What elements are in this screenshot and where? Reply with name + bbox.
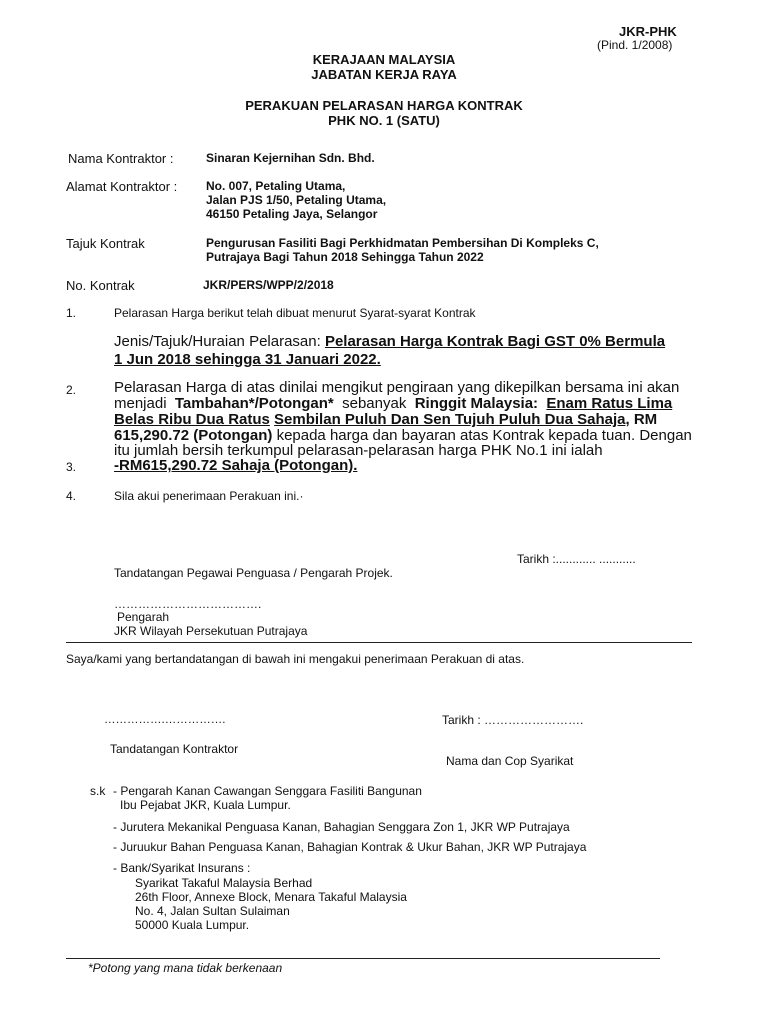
government-heading: KERAJAAN MALAYSIA bbox=[312, 52, 456, 67]
item-2-line: itu jumlah bersih terkumpul pelarasan-pelarasan harga PHK No.1 ini ialah bbox=[114, 442, 603, 459]
form-revision: (Pind. 1/2008) bbox=[597, 38, 673, 52]
text-span: Ringgit Malaysia: bbox=[414, 395, 539, 412]
contract-number-label: No. Kontrak bbox=[66, 278, 135, 293]
contractor-address-label: Alamat Kontraktor : bbox=[66, 179, 178, 194]
cc-line: - Jurutera Mekanikal Penguasa Kanan, Bahagian Senggara Zon 1, JKR WP Putrajaya bbox=[113, 820, 570, 834]
item-1-text: Pelarasan Harga berikut telah dibuat menurut Syarat-syarat Kontrak bbox=[114, 306, 476, 320]
cc-line: - Bank/Syarikat Insurans : bbox=[113, 861, 251, 875]
contractor-name-value: Sinaran Kejernihan Sdn. Bhd. bbox=[206, 151, 375, 165]
adjustment-type-value: Pelarasan Harga Kontrak Bagi GST 0% Bermula bbox=[324, 333, 666, 350]
document-subtitle: PHK NO. 1 (SATU) bbox=[328, 113, 440, 128]
officer-office: JKR Wilayah Persekutuan Putrajaya bbox=[114, 624, 308, 638]
text-span: , RM bbox=[625, 411, 658, 428]
address-line: 46150 Petaling Jaya, Selangor bbox=[206, 207, 378, 221]
footnote-divider bbox=[66, 958, 660, 959]
address-line: No. 007, Petaling Utama, bbox=[206, 179, 346, 193]
adjustment-type-line-1 bbox=[114, 333, 665, 350]
cc-line: - Juruukur Bahan Penguasa Kanan, Bahagian Kontrak & Ukur Bahan, JKR WP Putrajaya bbox=[113, 840, 587, 854]
contractor-name-label: Nama Kontraktor : bbox=[68, 151, 174, 166]
contract-title-line: Putrajaya Bagi Tahun 2018 Sehingga Tahun 2022 bbox=[206, 250, 484, 264]
cc-line: Syarikat Takaful Malaysia Berhad bbox=[135, 876, 313, 890]
item-number: 3. bbox=[66, 460, 77, 474]
contract-number-value: JKR/PERS/WPP/2/2018 bbox=[203, 278, 334, 292]
text-span: sebanyak bbox=[342, 395, 407, 412]
date-field-officer[interactable]: Tarikh :............ ........... bbox=[517, 552, 636, 566]
cc-line: - Pengarah Kanan Cawangan Senggara Fasiliti Bangunan bbox=[113, 784, 422, 798]
item-2-line bbox=[114, 411, 657, 428]
document-title: PERAKUAN PELARASAN HARGA KONTRAK bbox=[245, 98, 523, 113]
item-number: 4. bbox=[66, 489, 77, 503]
date-field-contractor[interactable]: Tarikh : ……………………. bbox=[442, 713, 584, 727]
company-name-stamp-label: Nama dan Cop Syarikat bbox=[446, 754, 574, 768]
item-number: 1. bbox=[66, 306, 77, 320]
item-2-line bbox=[114, 395, 672, 412]
text-span: menjadi bbox=[114, 395, 167, 412]
text-span: Tambahan*/Potongan* bbox=[174, 395, 334, 412]
section-divider bbox=[66, 642, 692, 643]
contract-title-label: Tajuk Kontrak bbox=[66, 236, 145, 251]
form-code: JKR-PHK bbox=[619, 24, 677, 39]
department-heading: JABATAN KERJA RAYA bbox=[311, 67, 457, 82]
officer-position: Pengarah bbox=[117, 610, 170, 624]
cc-line: Ibu Pejabat JKR, Kuala Lumpur. bbox=[120, 798, 291, 812]
item-number: 2. bbox=[66, 383, 77, 397]
cc-line: No. 4, Jalan Sultan Sulaiman bbox=[135, 904, 290, 918]
acknowledgement-statement: Saya/kami yang bertandatangan di bawah ini mengakui penerimaan Perakuan di atas. bbox=[66, 652, 525, 666]
item-4-text: Sila akui penerimaan Perakuan ini.· bbox=[114, 489, 304, 503]
text-span: 615,290.72 (Potongan) bbox=[114, 427, 273, 444]
contract-title-line: Pengurusan Fasiliti Bagi Perkhidmatan Pembersihan Di Kompleks C, bbox=[206, 236, 599, 250]
contractor-signature-line[interactable]: …………….……………. bbox=[104, 714, 226, 726]
text-span: Sembilan Puluh Dan Sen Tujuh Puluh Dua Sahaja bbox=[274, 411, 626, 428]
officer-signature-label: Tandatangan Pegawai Penguasa / Pengarah Projek. bbox=[114, 566, 393, 580]
item-2-line: Pelarasan Harga di atas dinilai mengikut pengiraan yang dikepilkan bersama ini akan bbox=[114, 379, 680, 396]
text-span: Enam Ratus Lima bbox=[546, 395, 673, 412]
officer-signature-line[interactable]: ………………………………. bbox=[114, 597, 262, 611]
adjustment-type-line-2: 1 Jun 2018 sehingga 31 Januari 2022. bbox=[114, 351, 381, 368]
text-span: kepada harga dan bayaran atas Kontrak kepada tuan. Dengan bbox=[276, 427, 692, 444]
net-total-value: -RM615,290.72 Sahaja (Potongan). bbox=[114, 457, 358, 474]
cc-label: s.k bbox=[90, 784, 106, 798]
adjustment-type-label: Jenis/Tajuk/Huraian Pelarasan: bbox=[114, 333, 321, 350]
footnote: *Potong yang mana tidak berkenaan bbox=[88, 961, 283, 975]
cc-line: 26th Floor, Annexe Block, Menara Takaful Malaysia bbox=[135, 890, 407, 904]
cc-line: 50000 Kuala Lumpur. bbox=[135, 918, 250, 932]
contractor-signature-label: Tandatangan Kontraktor bbox=[110, 742, 239, 756]
address-line: Jalan PJS 1/50, Petaling Utama, bbox=[206, 193, 387, 207]
text-span: Belas Ribu Dua Ratus bbox=[114, 411, 270, 428]
